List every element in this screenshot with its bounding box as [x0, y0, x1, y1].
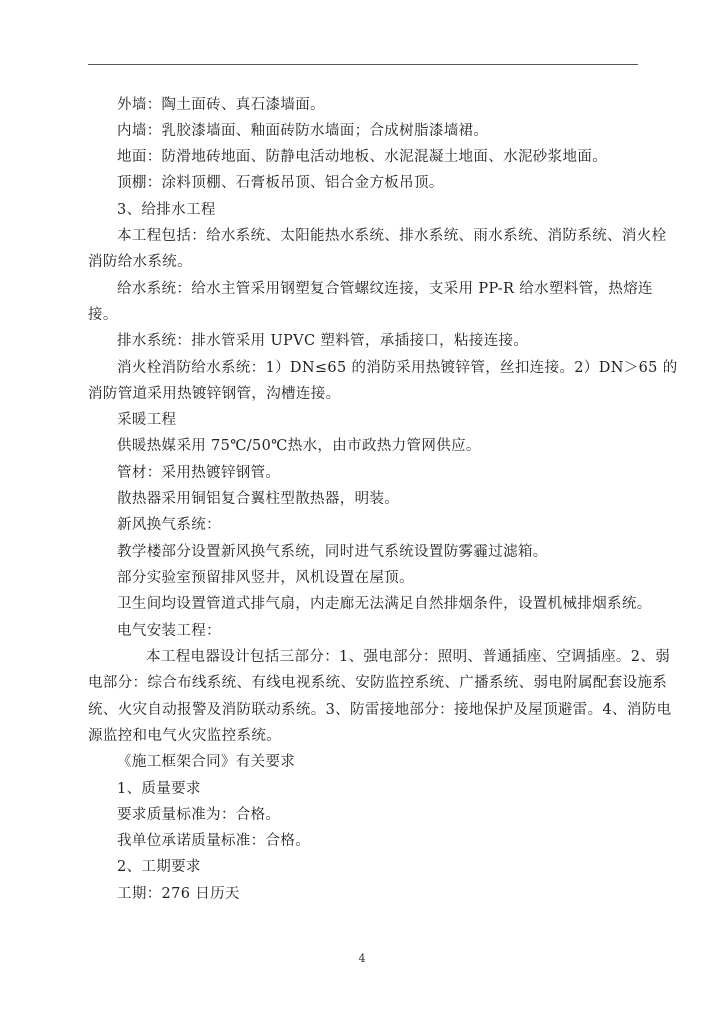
text-line: 外墙：陶土面砖、真石漆墙面。	[117, 97, 325, 113]
text-line: 排水系统：排水管采用 UPVC 塑料管，承插接口，粘接连接。	[117, 333, 529, 349]
text-line: 教学楼部分设置新风换气系统，同时进气系统设置防雾霾过滤箱。	[117, 544, 548, 560]
text-line: 电部分：综合布线系统、有线电视系统、安防监控系统、广播系统、弱电附属配套设施系	[88, 675, 668, 691]
section-heading: 2、工期要求	[117, 859, 201, 875]
text-line: 供暖热媒采用 75℃/50℃热水，由市政热力管网供应。	[117, 438, 481, 454]
text-line: 消防管道采用热镀锌钢管，沟槽连接。	[88, 386, 341, 402]
text-line: 工期：276 日历天	[117, 886, 240, 902]
section-heading: 1、质量要求	[117, 781, 201, 797]
text-line: 卫生间均设置管道式排气扇，内走廊无法满足自然排烟条件，设置机械排烟系统。	[117, 596, 652, 612]
text-line: 消火栓消防给水系统：1）DN≤65 的消防采用热镀锌管，丝扣连接。2）DN＞65 的	[117, 360, 678, 376]
text-line: 消防给水系统。	[88, 254, 192, 270]
text-line: 本工程电器设计包括三部分：1、强电部分：照明、普通插座、空调插座。2、弱	[146, 649, 671, 665]
section-heading: 《施工框架合同》有关要求	[117, 754, 296, 770]
section-heading: 3、给排水工程	[117, 202, 216, 218]
text-line: 地面：防滑地砖地面、防静电活动地板、水泥混凝土地面、水泥砂浆地面。	[117, 149, 608, 165]
text-line: 部分实验室预留排风竖井，风机设置在屋顶。	[117, 570, 414, 586]
text-line: 源监控和电气火灾监控系统。	[88, 728, 282, 744]
header-rule	[88, 64, 638, 65]
text-line: 接。	[88, 307, 118, 323]
text-line: 顶棚：涂料顶棚、石膏板吊顶、铝合金方板吊顶。	[117, 175, 444, 191]
page-number: 4	[358, 952, 366, 965]
text-line: 管材：采用热镀锌钢管。	[117, 465, 281, 481]
text-line: 要求质量标准为：合格。	[117, 807, 281, 823]
text-line: 散热器采用铜铝复合翼柱型散热器，明装。	[117, 491, 400, 507]
section-heading: 新风换气系统：	[117, 517, 221, 533]
text-line: 统、火灾自动报警及消防联动系统。3、防雷接地部分：接地保护及屋顶避雷。4、消防电	[88, 702, 672, 718]
text-line: 本工程包括：给水系统、太阳能热水系统、排水系统、雨水系统、消防系统、消火栓	[117, 228, 667, 244]
text-line: 内墙：乳胶漆墙面、釉面砖防水墙面；合成树脂漆墙裙。	[117, 123, 489, 139]
text-line: 给水系统：给水主管采用钢塑复合管螺纹连接，支采用 PP-R 给水塑料管，热熔连	[117, 281, 653, 297]
section-heading: 电气安装工程：	[117, 623, 221, 639]
text-line: 我单位承诺质量标准：合格。	[117, 833, 311, 849]
section-heading: 采暖工程	[117, 412, 177, 428]
